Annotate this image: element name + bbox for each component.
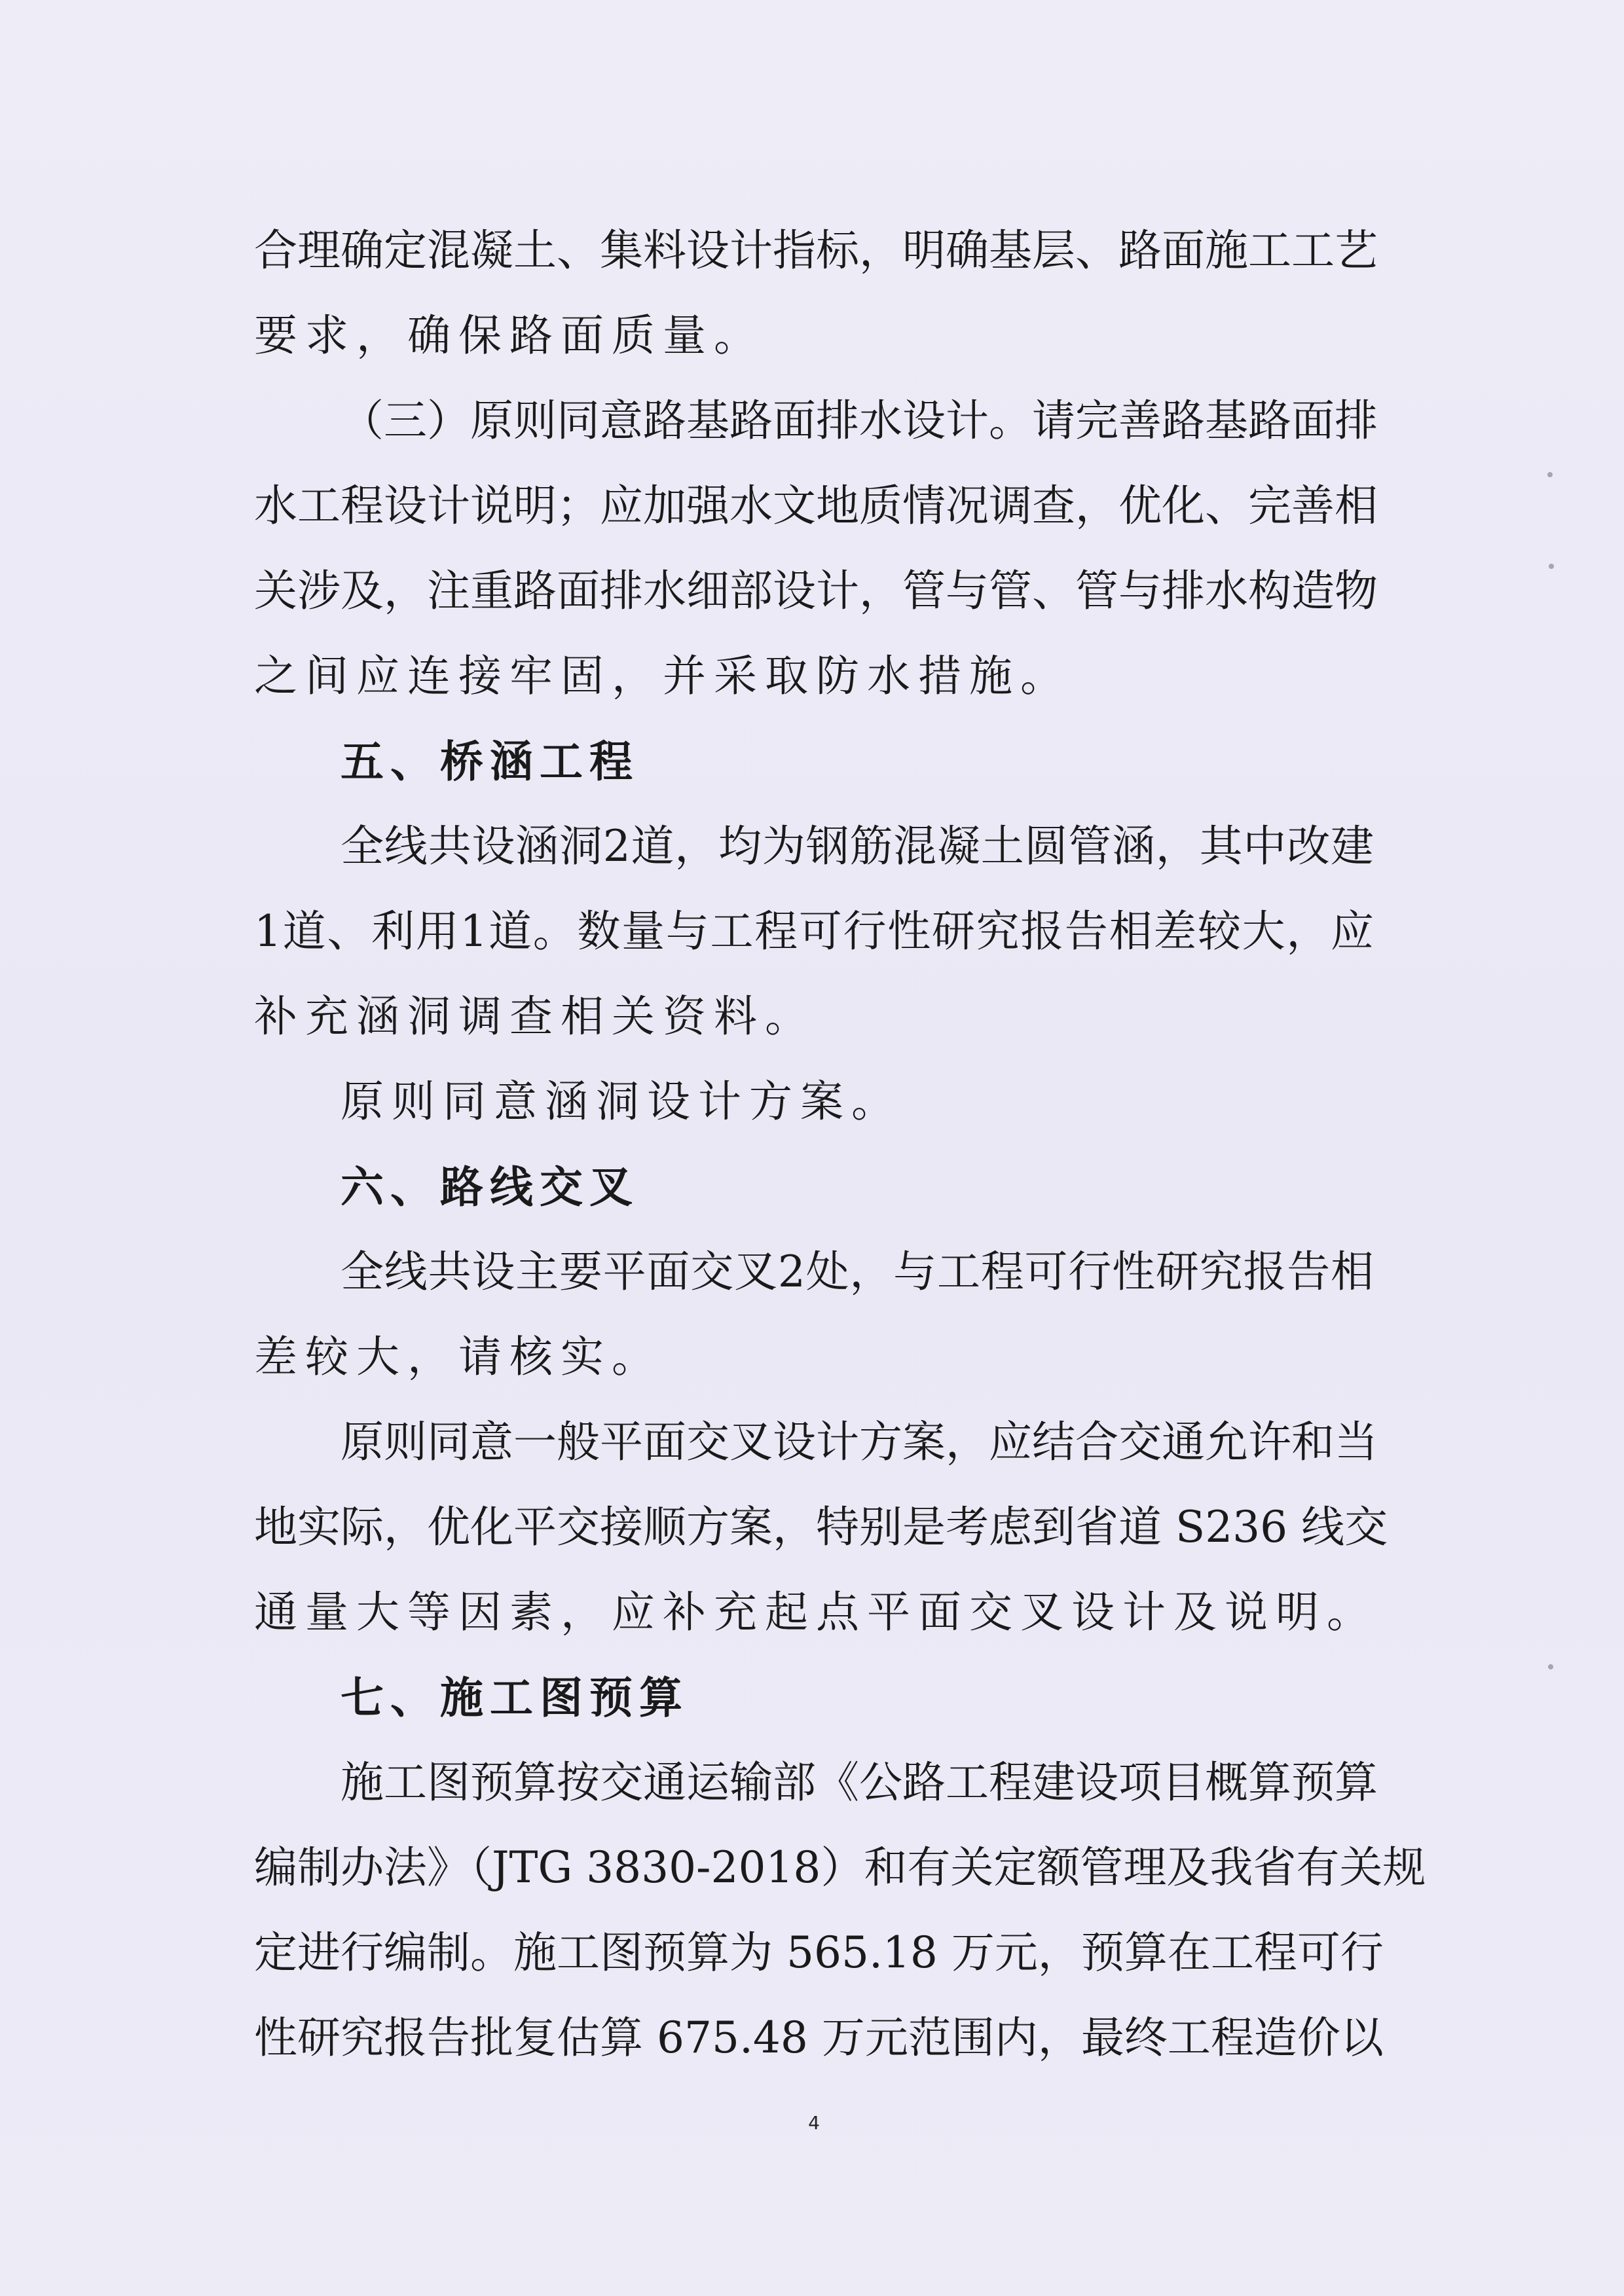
paragraph-start-line: 原则同意一般平面交叉设计方案，应结合交通允许和当 bbox=[341, 1417, 1378, 1467]
paragraph-start-line: 原则同意涵洞设计方案。 bbox=[341, 1076, 902, 1127]
section-heading-bridges-culverts: 五、桥涵工程 bbox=[341, 736, 639, 787]
text-line: 合理确定混凝土、集料设计指标，明确基层、路面施工工艺 bbox=[254, 225, 1378, 276]
scan-speck bbox=[1548, 1664, 1553, 1669]
paragraph-start-line: 全线共设主要平面交叉2处，与工程可行性研究报告相 bbox=[341, 1247, 1374, 1297]
paragraph-start-line: 全线共设涵洞2道，均为钢筋混凝土圆管涵，其中改建 bbox=[341, 821, 1374, 871]
scan-speck bbox=[1549, 564, 1554, 569]
text-line: 地实际，优化平交接顺方案，特别是考虑到省道 S236 线交 bbox=[254, 1502, 1388, 1552]
text-line: 1道、利用1道。数量与工程可行性研究报告相差较大，应 bbox=[254, 906, 1374, 957]
text-line: 性研究报告批复估算 675.48 万元范围内，最终工程造价以 bbox=[254, 2013, 1384, 2063]
text-line: 定进行编制。施工图预算为 565.18 万元，预算在工程可行 bbox=[254, 1927, 1384, 1978]
text-line: 关涉及，注重路面排水细部设计，管与管、管与排水构造物 bbox=[254, 566, 1378, 616]
scan-speck bbox=[1547, 472, 1553, 477]
document-body bbox=[254, 208, 1426, 2081]
text-line: 编制办法》（JTG 3830-2018）和有关定额管理及我省有关规 bbox=[254, 1842, 1426, 1893]
paragraph-start-line: 施工图预算按交通运输部《公路工程建设项目概算预算 bbox=[341, 1757, 1378, 1808]
text-line: 要求，确保路面质量。 bbox=[254, 310, 765, 361]
text-line: 之间应连接牢固，并采取防水措施。 bbox=[254, 651, 1071, 701]
text-line: 差较大，请核实。 bbox=[254, 1332, 663, 1382]
text-line: 通量大等因素，应补充起点平面交叉设计及说明。 bbox=[254, 1587, 1378, 1637]
section-heading-construction-budget: 七、施工图预算 bbox=[341, 1672, 689, 1723]
paragraph-start-line: （三）原则同意路基路面排水设计。请完善路基路面排 bbox=[341, 395, 1378, 446]
text-line: 补充涵洞调查相关资料。 bbox=[254, 991, 816, 1042]
text-line: 水工程设计说明；应加强水文地质情况调查，优化、完善相 bbox=[254, 481, 1378, 531]
page-number: 4 bbox=[808, 2112, 820, 2134]
section-heading-route-crossings: 六、路线交叉 bbox=[341, 1161, 639, 1212]
